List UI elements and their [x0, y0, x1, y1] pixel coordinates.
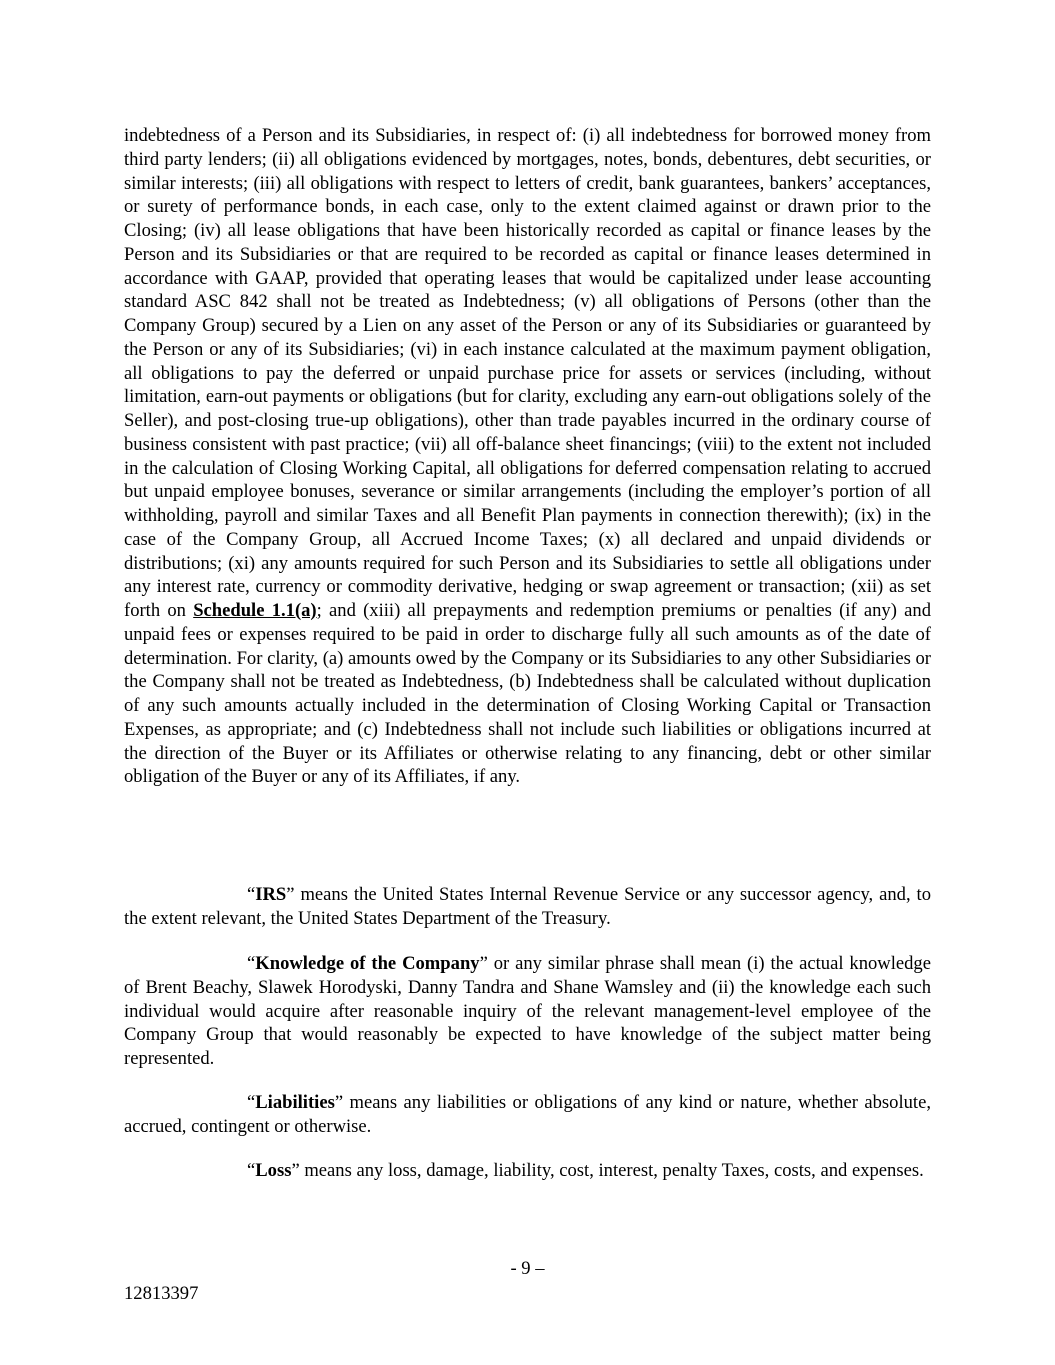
definition-irs-text: ” means the United States Internal Revenue Service or any successor agency, and, to the extent relevant, the United States Department of the Treasury.	[124, 884, 931, 929]
open-quote: “	[247, 953, 256, 974]
indebtedness-paragraph	[124, 124, 931, 789]
indebtedness-text-part2: ; and (xiii) all prepayments and redemption premiums or penalties (if any) and unpaid fees or expenses required to be paid in order to discharge fully all such amounts as of the date of determination. For clarity, (a) amounts owed by the Company or its Subsidiaries to any other Subsidiaries or the Company shall not be treated as Indebtedness, (b) Indebtedness shall be calculated without duplication of any such amounts actually included in the determination of Closing Working Capital or Transaction Expenses, as appropriate; and (c) Indebtedness shall not include such liabilities or obligations incurred at the direction of the Buyer or its Affiliates or otherwise relating to any financing, debt or other similar obligation of the Buyer or any of its Affiliates, if any.	[124, 600, 931, 788]
definition-irs	[124, 883, 931, 931]
document-id: 12813397	[124, 1283, 199, 1304]
definition-loss	[124, 1159, 931, 1183]
definition-knowledge	[124, 952, 931, 1071]
open-quote: “	[247, 1092, 256, 1113]
defined-term-irs: IRS	[255, 884, 287, 905]
definition-loss-text: ” means any loss, damage, liability, cost, interest, penalty Taxes, costs, and expenses.	[291, 1160, 924, 1181]
open-quote: “	[247, 884, 256, 905]
page-number: - 9 –	[510, 1258, 545, 1279]
indebtedness-text-part1: indebtedness of a Person and its Subsidiaries, in respect of: (i) all indebtedness for borrowed money from third party lenders; (ii) all obligations evidenced by mortgages, notes, bonds, debentures, debt securities, or similar interests; (iii) all obligations with respect to letters of credit, bank guarantees, bankers’ acceptances, or surety of performance bonds, in each case, only to the extent claimed against or drawn prior to the Closing; (iv) all lease obligations that have been historically recorded as capital or finance leases by the Person and its Subsidiaries or that are required to be recorded as capital or finance leases determined in accordance with GAAP, provided that operating leases that would be capitalized under lease accounting standard ASC 842 shall not be treated as Indebtedness; (v) all obligations of Persons (other than the Company Group) secured by a Lien on any asset of the Person or any of its Subsidiaries or guaranteed by the Person or any of its Subsidiaries; (vi) in each instance calculated at the maximum payment obligation, all obligations to pay the deferred or unpaid purchase price for assets or services (including, without limitation, earn-out payments or obligations (but for clarity, excluding any earn-out obligations solely of the Seller), and post-closing true-up obligations), other than trade payables incurred in the ordinary course of business consistent with past practice; (vii) all off-balance sheet financings; (viii) to the extent not included in the calculation of Closing Working Capital, all obligations for deferred compensation relating to accrued but unpaid employee bonuses, severance or similar arrangements (including the employer’s portion of all withholding, payroll and similar Taxes and all Benefit Plan payments in connection therewith); (ix) in the case of the Company Group, all Accrued Income Taxes; (x) all declared and unpaid dividends or distributions; (xi) any amounts required for such Person and its Subsidiaries to settle all obligations under any interest rate, currency or commodity derivative, hedging or swap agreement or transaction; (xii) as set forth on	[124, 125, 931, 621]
defined-term-knowledge: Knowledge of the Company	[255, 953, 480, 974]
schedule-reference: Schedule 1.1(a)	[193, 600, 317, 621]
definition-liabilities	[124, 1091, 931, 1139]
open-quote: “	[247, 1160, 256, 1181]
definition-knowledge-text: ” or any similar phrase shall mean (i) the actual knowledge of Brent Beachy, Slawek Horodyski, Danny Tandra and Shane Wamsley and (ii) the knowledge each such individual would acquire after reasonable inquiry of the relevant management-level employee of the Company Group that would reasonably be expected to have knowledge of the subject matter being represented.	[124, 953, 931, 1069]
definition-liabilities-text: ” means any liabilities or obligations of any kind or nature, whether absolute, accrued, contingent or otherwise.	[124, 1092, 931, 1137]
defined-term-loss: Loss	[255, 1160, 292, 1181]
defined-term-liabilities: Liabilities	[255, 1092, 335, 1113]
